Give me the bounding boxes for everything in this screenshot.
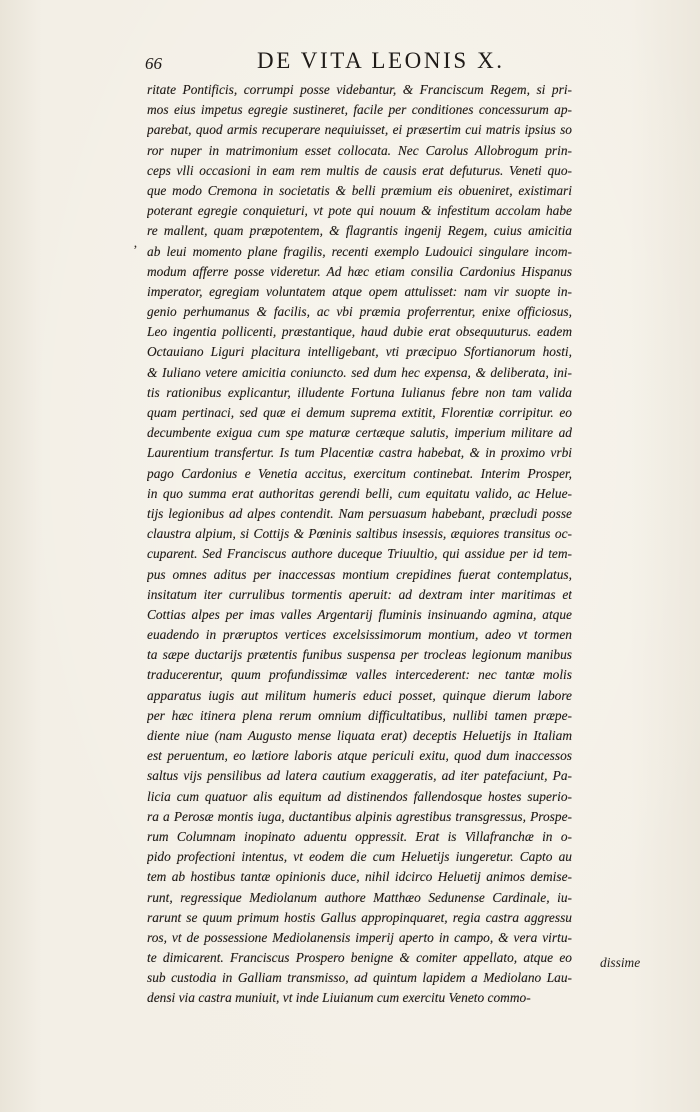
text-line: per hæc itinera plena rerum omnium difficultatibus, nullibi tamen præpe- <box>147 707 572 723</box>
text-line: euadendo in præruptos vertices excelsissimorum montium, adeo vt tormen <box>147 627 572 643</box>
text-line: insitatum iter currulibus tormentis aperuit: ad dextram inter maritimas et <box>147 586 572 602</box>
text-line: pus omnes aditus per inaccessas montium crepidines fuerat contemplatus, <box>147 566 572 582</box>
margin-mark: ‚ <box>133 236 138 251</box>
body-text <box>147 80 572 1009</box>
text-line: traducerentur, quum profundissimæ valles intercederent: nec tantæ molis <box>147 667 572 683</box>
text-line: sub custodia in Galliam transmisso, ad quintum lapidem a Mediolano Lau- <box>147 970 572 986</box>
text-line: mos eius impetus egregie sustineret, facile per conditiones concessurum ap- <box>147 102 572 118</box>
text-line: decumbente exigua cum spe maturæ certæque salutis, imperium militare ad <box>147 425 572 441</box>
text-line: modum afferre posse videretur. Ad hæc etiam consilia Cardonius Hispanus <box>147 263 572 279</box>
text-line: Octauiano Liguri placitura intelligebant, vti præcipuo Sfortianorum hosti, <box>147 344 572 360</box>
text-line: quam pertinaci, sed quæ ei demum suprema extitit, Florentiæ corripitur. eo <box>147 405 572 420</box>
text-line: cuparent. Sed Franciscus authore duceque Triuultio, qui assidue per id tem- <box>147 546 572 562</box>
text-line: te dimicarent. Franciscus Prospero benigne & comiter appellato, atque eo <box>147 950 572 966</box>
text-line: est peruentum, eo lætiore laboris atque periculi exitu, quod dum inaccessos <box>147 748 572 764</box>
text-line: in quo summa erat authoritas gerendi belli, cum equitatu valido, ac Helue- <box>147 485 572 501</box>
text-line: claustra alpium, si Cottijs & Pœninis saltibus insessis, æquiores transitus oc- <box>147 526 572 542</box>
text-line: ritate Pontificis, corrumpi posse videbantur, & Franciscum Regem, si pri- <box>147 82 572 97</box>
text-line: ceps vlli occasioni in eam rem multis de causis erat defuturus. Veneti quo- <box>147 162 572 178</box>
page-header <box>145 48 575 78</box>
text-line: densi via castra muniuit, vt inde Liuianum cum exercitu Veneto commo- <box>147 990 531 1006</box>
running-title: DE VITA LEONIS X. <box>257 48 505 73</box>
text-line: ror nuper in matrimonium esset collocata. Nec Carolus Allobrogum prin- <box>147 142 572 158</box>
text-line: poterant egregie conquieturi, vt pote qui nouum & infestitum accolam habe <box>147 203 572 219</box>
text-line: licia cum quatuor alis equitum ad distinendos fallendosque hostes superio- <box>147 788 572 804</box>
text-line: genio perhumanus & facilis, ac vbi præmia proferrentur, enixe officiosus, <box>147 304 572 320</box>
text-line: imperator, egregiam voluntatem atque opem attulisset: nam vir suopte in- <box>147 283 572 299</box>
text-line: runt, regressique Mediolanum authore Matthæo Sedunense Cardinale, iu- <box>147 889 572 905</box>
page-number: 66 <box>145 54 162 73</box>
text-line: ab leui momento plane fragilis, recenti exemplo Ludouici singulare incom- <box>147 243 572 259</box>
text-line: ta sæpe ductarijs prætentis funibus suspensa per trocleas legionum manibus <box>147 647 572 663</box>
text-line: rum Columnam inopinato aduentu oppressit. Erat is Villafranchæ in o- <box>147 828 572 844</box>
text-line: tijs legionibus ad alpes contendit. Nam persuasum habebant, præcludi posse <box>147 505 572 521</box>
text-line: pago Cardonius e Venetia accitus, exercitum continebat. Interim Prosper, <box>147 465 572 481</box>
text-line: re mallent, quam præpotentem, & flagrantis ingenij Regem, cuius amicitia <box>147 223 572 239</box>
text-line: & Iuliano vetere amicitia coniuncto. sed dum hec expensa, & deliberata, ini- <box>147 364 572 380</box>
text-line: rarunt se quum primum hostis Gallus appropinquaret, regia castra aggressu <box>147 909 572 925</box>
text-line: Laurentium transfertur. Is tum Placentiæ castra habebat, & in proximo vrbi <box>147 445 572 461</box>
text-line: Cottias alpes per imas valles Argentarij fluminis insinuando agmina, atque <box>147 606 572 622</box>
text-line: diente niue (nam Augusto mense liquata erat) deceptis Heluetijs in Italiam <box>147 728 572 743</box>
catchword: dissime <box>600 955 641 970</box>
text-line: que modo Cremona in societatis & belli præmium eis obueniret, existimari <box>147 182 572 198</box>
text-line: saltus vijs pensilibus ad latera cautium exaggeratis, ad iter patefaciunt, Pa- <box>147 768 572 784</box>
text-line: tem ab hostibus tantæ opinionis duce, nihil idcirco Heluetij animos demise- <box>147 869 572 885</box>
text-line: pido profectioni intentus, vt eodem die cum Heluetijs iungeretur. Capto au <box>147 849 572 865</box>
text-line: ra a Perosæ montis iuga, ductantibus alpinis agrestibus transgressus, Prospe- <box>147 808 572 824</box>
text-line: ros, vt de possessione Mediolanensis imperij aperto in campo, & vera virtu- <box>147 929 572 945</box>
text-line: apparatus iugis aut militum humeris educi posset, quinque dierum labore <box>147 687 572 703</box>
text-line: Leo ingentia pollicenti, præstantique, haud dubie erat obsequuturus. eadem <box>147 324 572 340</box>
text-line: parebat, quod armis recuperare nequiuisset, ei præsertim cui matris ipsius so <box>147 122 572 138</box>
text-line: tis rationibus explicantur, illudente Fortuna Iulianus febre non tam valida <box>147 384 572 400</box>
